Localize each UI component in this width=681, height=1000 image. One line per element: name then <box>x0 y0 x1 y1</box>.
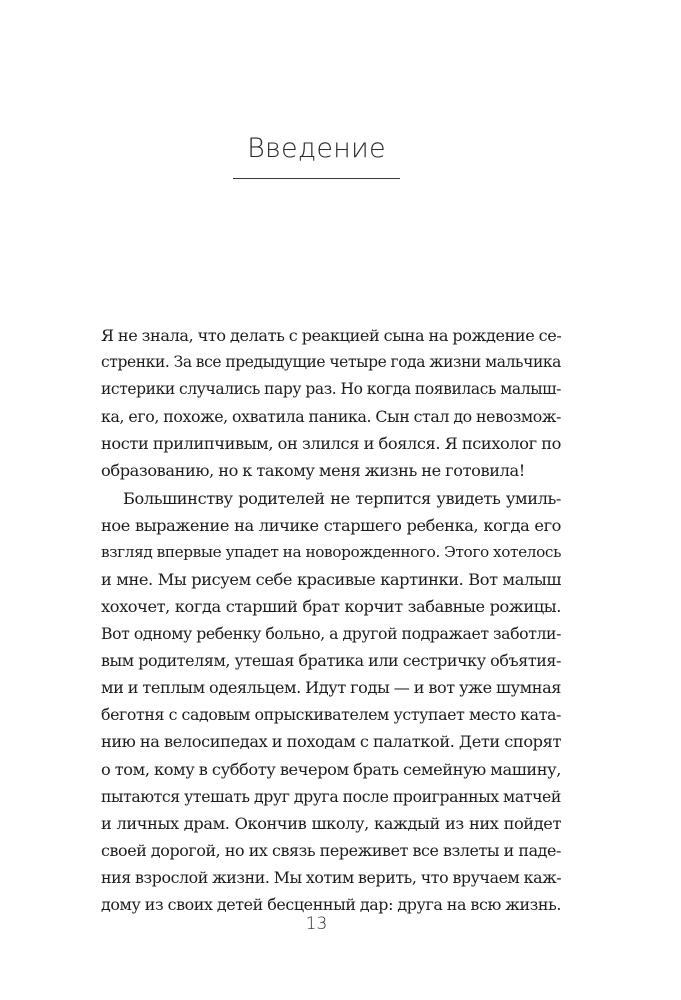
text-line: взгляд впервые упадет на новорожденного. Этого хотелось <box>101 542 561 561</box>
text-line: дому из своих детей бесценный дар: друга на всю жизнь. <box>101 894 561 914</box>
paragraph-2 <box>101 485 561 919</box>
chapter-title: Введение <box>247 133 386 164</box>
text-line: нию на велосипедах и походам с палаткой. Дети спорят <box>101 732 561 752</box>
text-line: Вот одному ребенку больно, а другой подражает заботли- <box>101 624 561 644</box>
text-line: Я не знала, что делать с реакцией сына на рождение се- <box>101 326 562 345</box>
text-line: своей дорогой, но их связь переживет все взлеты и паде- <box>101 840 561 860</box>
text-line: стренки. За все предыдущие четыре года жизни мальчика <box>101 353 561 372</box>
text-line: ми и теплым одеяльцем. Идут годы — и вот уже шумная <box>101 678 562 698</box>
text-line: истерики случались пару раз. Но когда появилась малыш- <box>101 380 561 399</box>
text-line: образованию, но к такому меня жизнь не готовила! <box>101 461 525 481</box>
text-line: вым родителям, утешая братика или сестричку объятия- <box>101 651 561 671</box>
text-line: о том, кому в субботу вечером брать семейную машину, <box>101 759 561 779</box>
text-line: и мне. Мы рисуем себе красивые картинки. Вот малыш <box>101 569 561 589</box>
text-line: и личных драм. Окончив школу, каждый из них пойдет <box>101 813 561 833</box>
title-underline <box>233 178 400 179</box>
text-line: ния взрослой жизни. Мы хотим верить, что вручаем каж- <box>101 867 562 887</box>
text-line: ности прилипчивым, он злился и боялся. Я психолог по <box>101 434 561 454</box>
text-line: ка, его, похоже, охватила паника. Сын стал до невозмож- <box>101 407 561 427</box>
paragraph-1 <box>101 322 561 485</box>
text-line: хохочет, когда старший брат корчит забавные рожицы. <box>101 596 561 616</box>
page-number: 13 <box>305 914 328 934</box>
text-line: пытаются утешать друг друга после проигранных матчей <box>101 786 561 806</box>
body-text <box>101 322 561 918</box>
text-line: беготня с садовым опрыскивателем уступает место ката- <box>101 705 561 725</box>
text-line: ное выражение на личике старшего ребенка, когда его <box>101 515 561 535</box>
text-line: Большинству родителей не терпится увидеть умиль- <box>123 488 561 508</box>
